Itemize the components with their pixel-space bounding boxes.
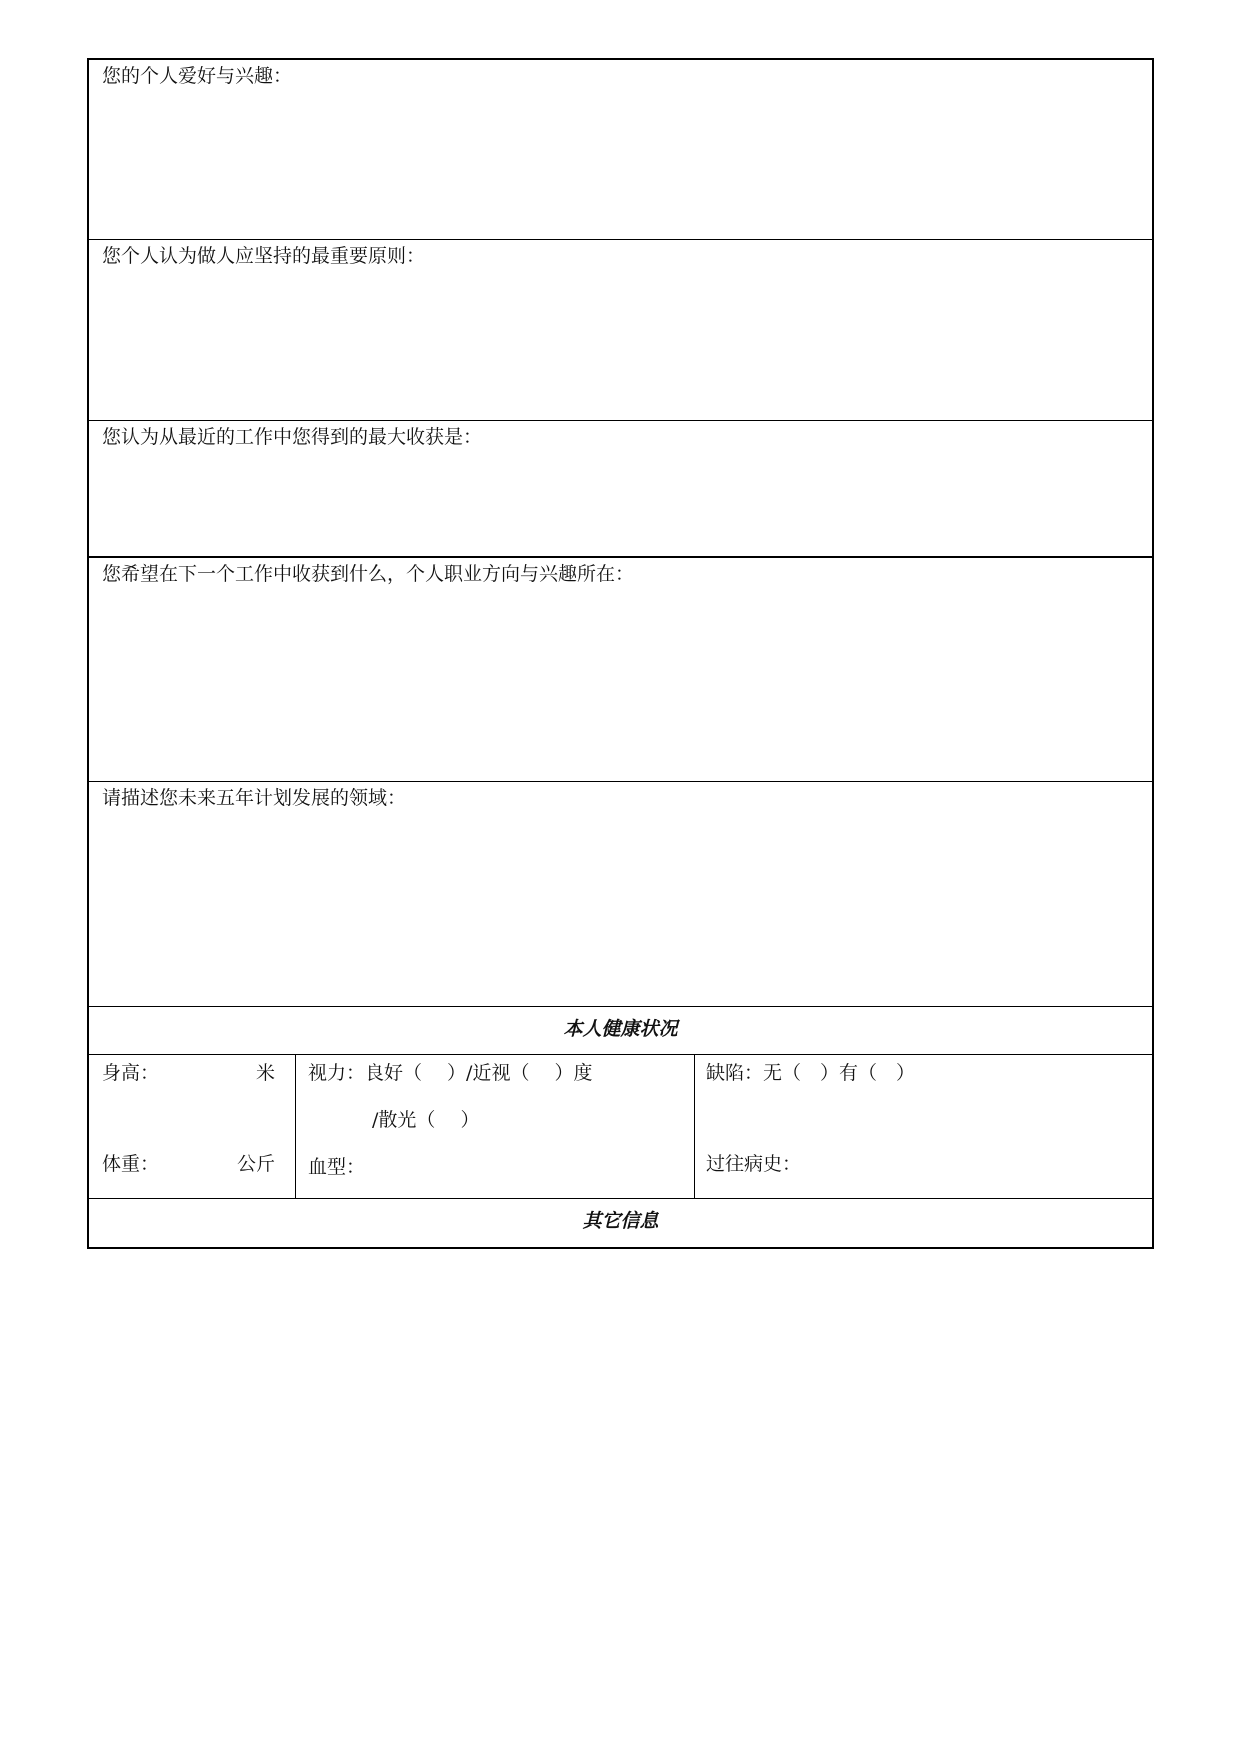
recent-gains-section [89, 421, 1152, 558]
height-unit: 米 [255, 1062, 275, 1084]
body-measurements-cell [89, 1055, 296, 1198]
weight-unit: 公斤 [236, 1153, 275, 1175]
next-job-expectations-label: 您希望在下一个工作中收获到什么，个人职业方向与兴趣所在： [102, 563, 635, 585]
next-job-expectations-section [89, 558, 1152, 782]
blood-type-label: 血型： [308, 1156, 366, 1178]
vision-blood-cell [296, 1055, 695, 1198]
five-year-plan-section [89, 782, 1152, 1007]
other-info-header [89, 1199, 1152, 1247]
medical-history-label: 过往病史： [706, 1153, 802, 1175]
defects-history-cell [695, 1055, 1152, 1198]
health-status-row [89, 1055, 1152, 1199]
other-info-title: 其它信息 [582, 1210, 659, 1232]
astigmatism-label: /散光（ ） [372, 1109, 480, 1131]
defect-label: 缺陷：无（ ）有（ ） [706, 1062, 916, 1084]
weight-label: 体重： [102, 1153, 160, 1175]
principles-section [89, 240, 1152, 421]
health-status-header [89, 1007, 1152, 1055]
hobbies-section [89, 60, 1152, 240]
principles-label: 您个人认为做人应坚持的最重要原则： [102, 245, 426, 267]
hobbies-label: 您的个人爱好与兴趣： [102, 65, 293, 87]
height-label: 身高： [102, 1062, 160, 1084]
recent-gains-label: 您认为从最近的工作中您得到的最大收获是： [102, 426, 483, 448]
personal-info-form [87, 58, 1154, 1249]
five-year-plan-label: 请描述您未来五年计划发展的领域： [102, 787, 407, 809]
health-status-title: 本人健康状况 [563, 1018, 678, 1040]
vision-label: 视力：良好（ ）/近视（ ）度 [308, 1062, 593, 1084]
